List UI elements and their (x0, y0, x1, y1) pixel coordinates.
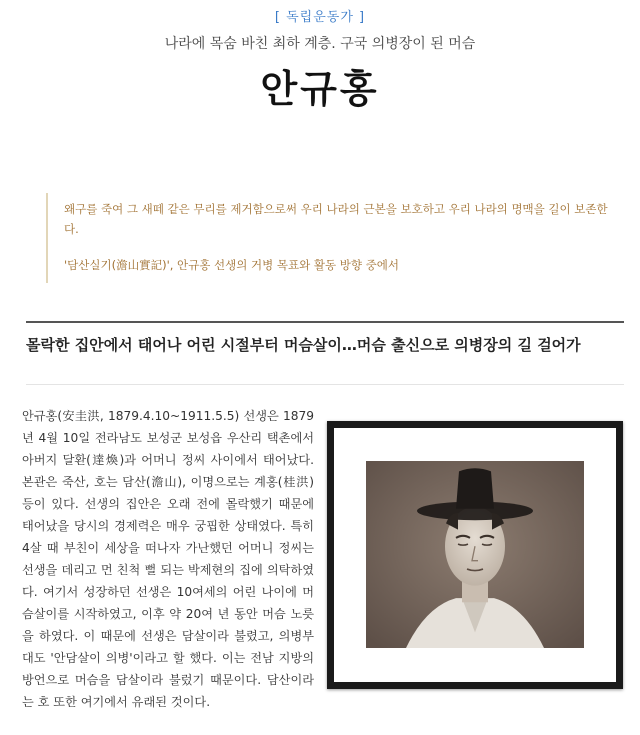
body-paragraph: 안규홍(安圭洪, 1879.4.10~1911.5.5) 선생은 1879년 4월 10일 전라남도 보성군 보성읍 우산리 택촌에서 아버지 달환(達煥)과 어머니 정씨 사이에서 태어났다. 본관은 죽산, 호는 담산(澹山), 이명으로는 계홍(桂洪) 등이 있다. 선생의 집안은 오래 전에 몰락했기 때문에 태어났을 당시의 경제력은 매우 궁핍한 상태였다. 특히 4살 때 부친이 세상을 떠나자 가난했던 어머니 정씨는 선생을 데리고 먼 친척 뻘 되는 박제현의 집에 의탁하였다. 여기서 성장하던 선생은 10여세의 어린 나이에 머슴살이를 시작하였고, 이후 약 20여 년 동안 머슴 노릇을 하였다. 이 때문에 선생은 담살이라 불렸고, 의병부대도 '안담살이 의병'이라고 할 했다. 이는 전남 지방의 방언으로 머슴을 담살이라 불렀기 때문이다. 담산이라는 호 또한 여기에서 유래된 것이다. (22, 409, 314, 709)
section-divider (26, 321, 624, 323)
quote-source: '담산실기(澹山實記)', 안규홍 선생의 거병 목표와 활동 방향 중에서 (64, 258, 399, 272)
portrait-image (366, 461, 584, 648)
article-subtitle: 나라에 목숨 바친 최하 계층. 구국 의병장이 된 머슴 (164, 36, 476, 52)
portrait-frame (327, 421, 623, 689)
portrait-hat-crown (456, 468, 494, 509)
portrait-mat (334, 428, 616, 682)
quote-text: 왜구를 죽여 그 새떼 같은 무리를 제거함으로써 우리 나라의 근본을 보호하고 우리 나라의 명맥을 길이 보존한다. (64, 202, 608, 236)
quote-block (46, 193, 616, 283)
article-title: 안규홍 (260, 66, 380, 111)
section-heading: 몰락한 집안에서 태어나 어린 시절부터 머슴살이…머슴 출신으로 의병장의 길 걸어가 (26, 336, 581, 354)
heading-underline (26, 384, 624, 385)
category-label: [ 독립운동가 ] (274, 10, 366, 25)
